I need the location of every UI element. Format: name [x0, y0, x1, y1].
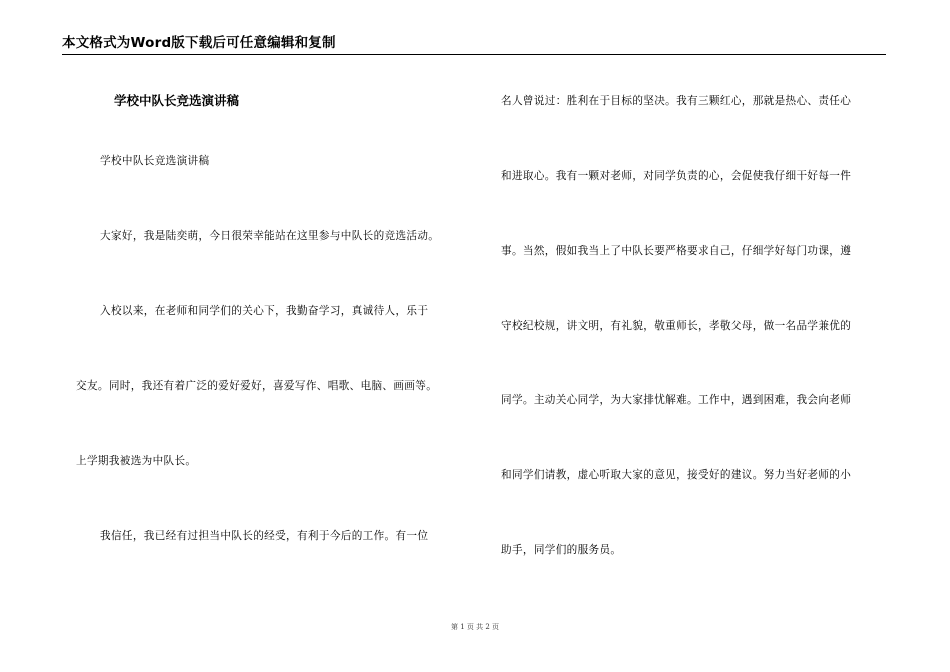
right-line-1: 名人曾说过：胜利在于目标的坚决。我有三颗红心，那就是热心、责任心: [501, 95, 852, 107]
right-line-2: 和进取心。我有一颗对老师，对同学负责的心，会促使我仔细干好每一件: [501, 170, 852, 182]
left-line-3: 入校以来，在老师和同学们的关心下，我勤奋学习，真诚待人，乐于: [100, 305, 429, 317]
right-line-4: 守校纪校规，讲文明，有礼貌，敬重师长，孝敬父母，做一名品学兼优的: [501, 320, 852, 332]
left-line-2: 大家好，我是陆奕萌，今日很荣幸能站在这里参与中队长的竞选活动。: [100, 230, 440, 242]
left-line-4: 交友。同时，我还有着广泛的爱好爱好，喜爱写作、唱歌、电脑、画画等。: [76, 380, 438, 392]
page-footer: 第 1 页 共 2 页: [450, 623, 500, 631]
left-line-5: 上学期我被选为中队长。: [76, 455, 197, 467]
right-line-6: 和同学们请教，虚心听取大家的意见，接受好的建议。努力当好老师的小: [501, 469, 852, 481]
right-line-7: 助手，同学们的服务员。: [501, 544, 622, 556]
right-line-3: 事。当然，假如我当上了中队长要严格要求自己，仔细学好每门功课，遵: [501, 245, 852, 257]
header-text: 本文格式为Word版下载后可任意编辑和复制: [62, 35, 336, 51]
page-header: [62, 34, 886, 55]
left-line-6: 我信任，我已经有过担当中队长的经受，有利于今后的工作。有一位: [100, 530, 429, 542]
document-title: 学校中队长竞选演讲稿: [114, 93, 240, 108]
right-line-5: 同学。主动关心同学，为大家排忧解难。工作中，遇到困难，我会向老师: [501, 394, 852, 406]
left-line-1: 学校中队长竞选演讲稿: [100, 155, 210, 167]
